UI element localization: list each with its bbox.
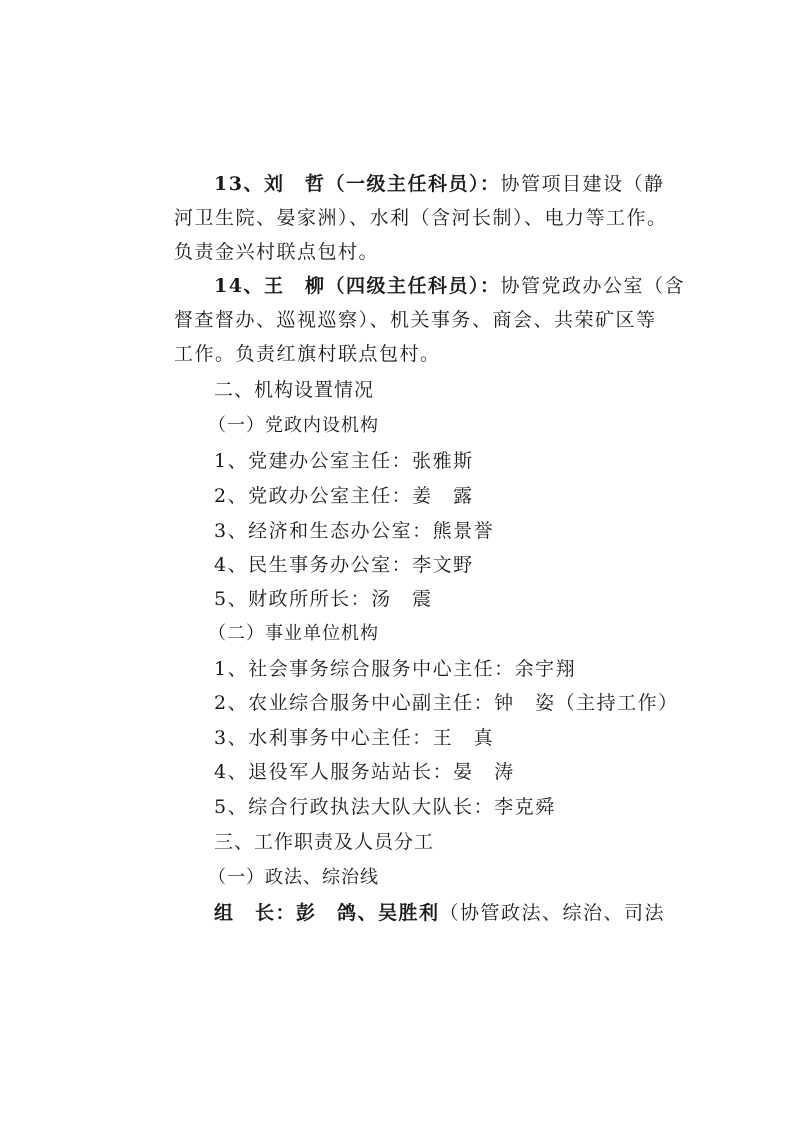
list-item: 5、综合行政执法大队大队长：李克舜 xyxy=(214,796,556,818)
paragraph-13-line-2: 河卫生院、晏家洲）、水利（含河长制）、电力等工作。 xyxy=(174,207,668,229)
person-13-title: 13、刘 哲（一级主任科员）： xyxy=(214,173,501,195)
list-item: 2、党政办公室主任：姜 露 xyxy=(214,485,474,507)
list-item: 1、社会事务综合服务中心主任：余宇翔 xyxy=(214,658,577,680)
paragraph-13-line-1 xyxy=(214,172,664,196)
leader-line xyxy=(214,901,665,925)
paragraph-14-line-3: 工作。负责红旗村联点包村。 xyxy=(174,343,441,365)
section-2-sub-1: （一）党政内设机构 xyxy=(208,415,379,436)
list-item: 2、农业综合服务中心副主任：钟 姿（主持工作） xyxy=(214,692,679,714)
section-2-heading: 二、机构设置情况 xyxy=(214,379,375,401)
section-3-heading: 三、工作职责及人员分工 xyxy=(214,831,435,853)
leader-duty-start: （协管政法、综治、司法 xyxy=(439,902,666,924)
list-item: 4、民生事务办公室：李文野 xyxy=(214,554,474,576)
person-14-title: 14、王 柳（四级主任科员）： xyxy=(214,275,501,297)
list-item: 4、退役军人服务站站长：晏 涛 xyxy=(214,761,515,783)
paragraph-14-line-2: 督查督办、巡视巡察）、机关事务、商会、共荣矿区等 xyxy=(174,309,657,331)
section-3-sub-1: （一）政法、综治线 xyxy=(208,867,379,888)
person-13-duty-start: 协管项目建设（静 xyxy=(500,173,665,195)
person-14-duty-start: 协管党政办公室（含 xyxy=(500,275,685,297)
section-2-sub-2: （二）事业单位机构 xyxy=(208,623,379,644)
paragraph-13-line-3: 负责金兴村联点包村。 xyxy=(174,241,380,263)
list-item: 3、经济和生态办公室：熊景誉 xyxy=(214,520,495,542)
list-item: 5、财政所所长：汤 震 xyxy=(214,588,433,610)
list-item: 3、水利事务中心主任：王 真 xyxy=(214,727,495,749)
leader-names: 组 长：彭 鸽、吴胜利 xyxy=(214,902,440,924)
list-item: 1、党建办公室主任：张雅斯 xyxy=(214,450,474,472)
paragraph-14-line-1 xyxy=(214,274,685,298)
